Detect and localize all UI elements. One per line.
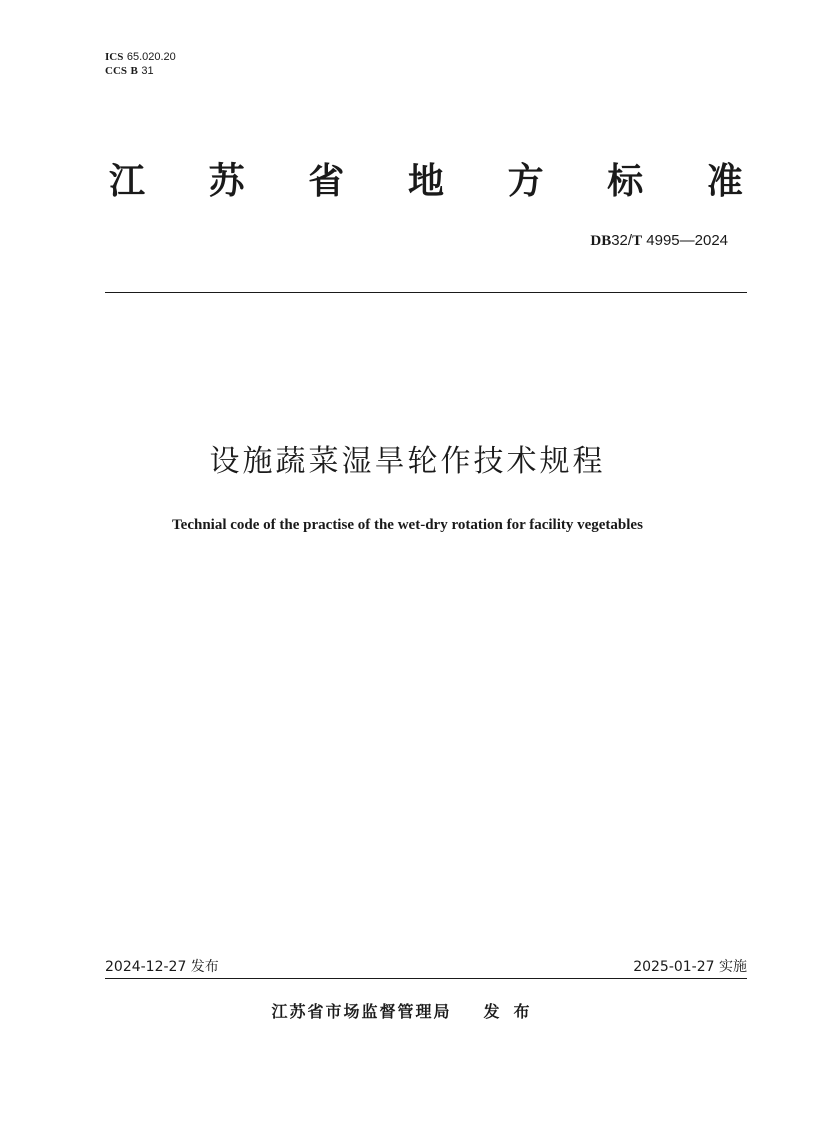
standard-number-prefix: DB	[590, 233, 612, 249]
classification-codes	[105, 50, 176, 78]
standard-type-char: 地	[407, 161, 444, 202]
publisher-line	[0, 1000, 815, 1024]
standard-type-char: 方	[507, 161, 544, 202]
title-english: Technial code of the practise of the wet-dry rotation for facility vegetables	[172, 517, 643, 533]
ccs-label: CCS	[105, 65, 128, 77]
standard-type-char: 准	[706, 161, 743, 202]
title-chinese: 设施蔬菜湿旱轮作技术规程	[209, 444, 606, 479]
standard-number-body: 32/	[611, 232, 633, 249]
publisher-organization: 江苏省市场监督管理局	[271, 1002, 452, 1021]
ics-value: 65.020.20	[126, 51, 176, 63]
bottom-divider	[105, 978, 747, 979]
standard-type-char: 省	[308, 161, 345, 202]
date-row	[105, 957, 747, 977]
ccs-value: 31	[141, 65, 154, 77]
standard-type-char: 标	[607, 161, 644, 202]
standard-type-char: 苏	[208, 161, 245, 202]
top-divider	[105, 292, 747, 293]
implementation-date: 2025-01-27 实施	[633, 959, 747, 975]
standard-number-value: 4995—2024	[642, 232, 728, 249]
ics-line	[105, 50, 176, 64]
release-date: 2024-12-27 发布	[105, 959, 219, 975]
standard-number-t: T	[632, 233, 643, 249]
standard-type-char: 江	[108, 161, 145, 202]
ccs-class: B	[130, 65, 138, 77]
standard-type-heading	[105, 160, 747, 204]
ccs-line	[105, 64, 176, 78]
standard-number	[590, 230, 728, 251]
ics-label: ICS	[105, 51, 124, 63]
publisher-action: 发布	[483, 1002, 544, 1021]
